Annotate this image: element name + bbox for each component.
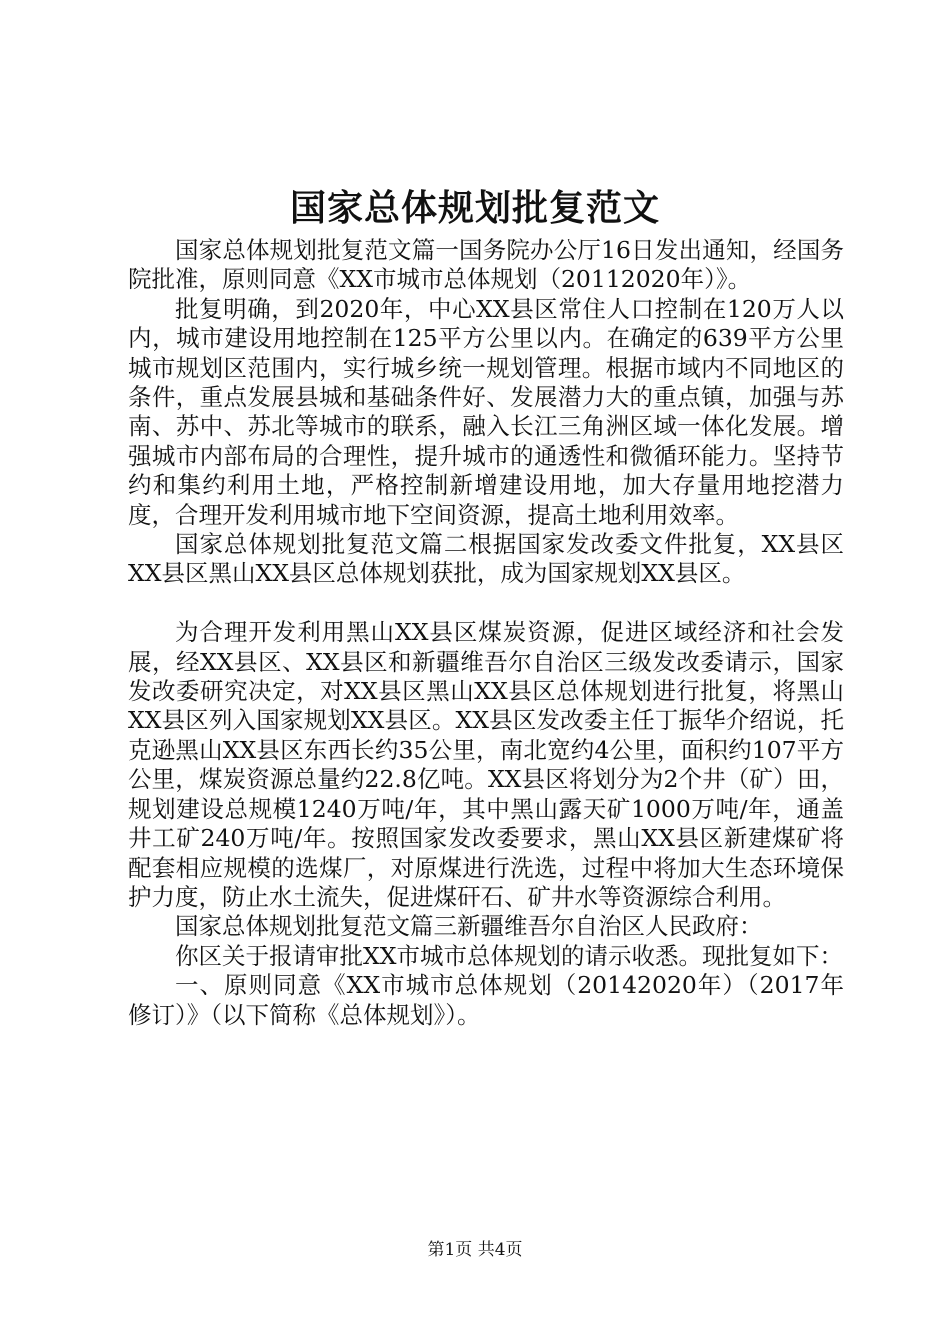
document-title: 国家总体规划批复范文: [289, 187, 660, 229]
blank-line: [128, 589, 844, 618]
paragraph: 国家总体规划批复范文篇一国务院办公厅16日发出通知，经国务院批准，原则同意《XX市城市总体规划（20112020年）》。: [128, 236, 844, 294]
paragraph: 为合理开发利用黑山XX县区煤炭资源，促进区域经济和社会发展，经XX县区、XX县区和新疆维吾尔自治区三级发改委请示，国家发改委研究决定，对XX县区黑山XX县区总体规划进行批复，将黑山XX县区列入国家规划XX县区。XX县区发改委主任丁振华介绍说，托克逊黑山XX县区东西长约35公里，南北宽约4公里，面积约107平方公里，煤炭资源总量约22.8亿吨。XX县区将划分为2个井（矿）田，规划建设总规模1240万吨/年，其中黑山露天矿1000万吨/年，通盖井工矿240万吨/年。按照国家发改委要求，黑山XX县区新建煤矿将配套相应规模的选煤厂，对原煤进行洗选，过程中将加大生态环境保护力度，防止水土流失，促进煤矸石、矿井水等资源综合利用。: [128, 618, 844, 911]
document-body: [128, 236, 844, 1030]
paragraph: 批复明确，到2020年，中心XX县区常住人口控制在120万人以内，城市建设用地控制在125平方公里以内。在确定的639平方公里城市规划区范围内，实行城乡统一规划管理。根据市域内不同地区的条件，重点发展县城和基础条件好、发展潜力大的重点镇，加强与苏南、苏中、苏北等城市的联系，融入长江三角洲区域一体化发展。增强城市内部布局的合理性，提升城市的通透性和微循环能力。坚持节约和集约利用土地，严格控制新增建设用地，加大存量用地挖潜力度，合理开发利用城市地下空间资源，提高土地利用效率。: [128, 294, 844, 529]
paragraph: 一、原则同意《XX市城市总体规划（20142020年）（2017年修订）》（以下简称《总体规划》）。: [128, 971, 844, 1029]
page-number-footer: 第1页 共4页: [427, 1240, 523, 1260]
paragraph: 国家总体规划批复范文篇二根据国家发改委文件批复，XX县区XX县区黑山XX县区总体规划获批，成为国家规划XX县区。: [128, 530, 844, 588]
paragraph: 你区关于报请审批XX市城市总体规划的请示收悉。现批复如下：: [175, 941, 843, 970]
paragraph: 国家总体规划批复范文篇三新疆维吾尔自治区人民政府：: [175, 912, 763, 941]
